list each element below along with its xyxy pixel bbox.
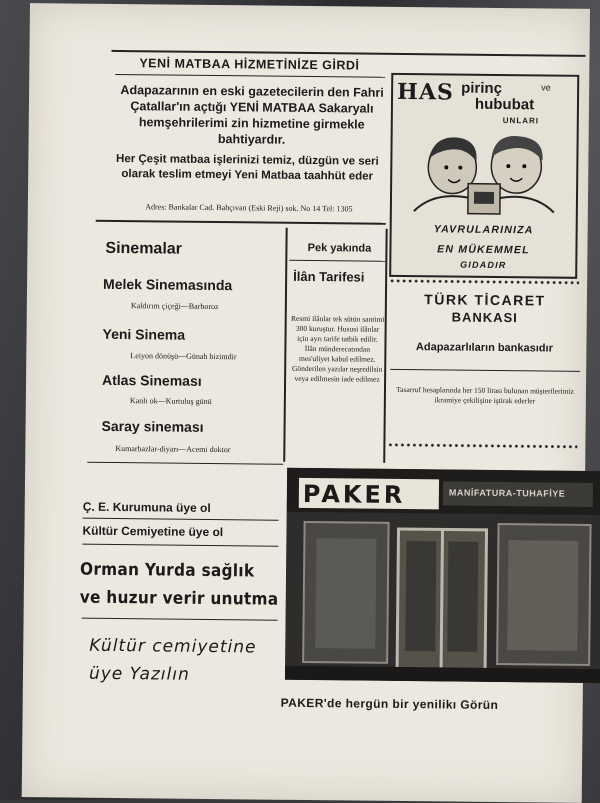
ilan-text: Resmi ilânlar tek sütün santimi 300 kuruştur. Hususi ilânlar için ayrı tarife tatbik edilir. İlân münderecatından mes'uliyet kabul edilmez. Gönderilen yazılar neşredilsin veya edilmesin iade edilmez xyxy=(291,313,385,384)
cinema-name-4: Saray sineması xyxy=(101,417,204,435)
paker-caption: PAKER'de hergün bir yenilikı Görün xyxy=(280,695,499,713)
pek-yakinda: Pek yakında xyxy=(307,241,372,255)
has-pirinc: pirinç xyxy=(461,79,503,98)
cinema-films-4: Kumarbazlar-diyarı—Acemi doktor xyxy=(115,443,231,455)
dotted-rule-2 xyxy=(387,443,577,449)
matbaa-title-rule xyxy=(115,74,385,78)
has-ve: ve xyxy=(541,82,551,93)
ttb-title: TÜRK TİCARET xyxy=(424,291,546,309)
has-slogan-line2: EN MÜKEMMEL xyxy=(437,243,530,257)
sinemalar-title: Sinemalar xyxy=(105,239,183,258)
ce-rule-1 xyxy=(83,518,279,521)
has-slogan-line3: GIDADIR xyxy=(460,259,507,271)
matbaa-title: YENİ MATBAA HİZMETİNİZE GİRDİ xyxy=(139,56,360,73)
matbaa-body2: Her Çeşit matbaa işlerinizi temiz, düzgün ve seri olarak teslim etmeyi Yeni Matbaa taahhüt eder xyxy=(115,152,379,183)
has-ad-box xyxy=(389,73,579,279)
has-hububat: hububat xyxy=(474,95,535,114)
dotted-rule-1 xyxy=(389,279,579,285)
paker-sign-sub: MANİFATURA-TUHAFİYE xyxy=(448,487,566,499)
cinema-name-2: Yeni Sinema xyxy=(102,325,186,343)
ttb-text: Tasarruf hesaplarında her 150 lirası bulunan müşterilerimiz ikramiye çekilişine iştirak ederler xyxy=(396,384,574,406)
newspaper-page xyxy=(22,3,590,803)
paker-storefront-photo xyxy=(285,468,600,683)
ttb-title2: BANKASI xyxy=(451,309,518,326)
top-section-rule xyxy=(96,220,386,225)
ce-rule-2 xyxy=(82,544,278,547)
left-bottom-rule xyxy=(87,462,283,465)
cinema-name-1: Melek Sinemasında xyxy=(102,275,233,294)
children-illustration xyxy=(394,127,575,221)
column-separator-left xyxy=(283,228,287,462)
cinema-films-3: Kanlı ok—Kurtuluş günü xyxy=(129,396,212,406)
cinema-films-2: Leiyon dönüşü—Günah bizimdir xyxy=(130,351,237,362)
ttb-rule xyxy=(390,369,580,372)
cinema-name-3: Atlas Sineması xyxy=(101,371,202,389)
has-slogan-line1: YAVRULARINIZA xyxy=(433,223,534,237)
paker-sign: PAKER xyxy=(302,479,406,510)
has-unlari: UNLARI xyxy=(502,116,540,126)
kultur-line2: üye Yazılın xyxy=(88,663,190,685)
ilan-title: İlân Tarifesi xyxy=(293,268,365,285)
has-logo: HAS xyxy=(396,78,454,106)
mid-rule xyxy=(289,260,385,262)
ce-line1: Ç. E. Kurumuna üye ol xyxy=(82,499,211,515)
matbaa-address: Adres: Bankalar Cad. Bahçıvan (Eski Reji) sok. No 14 Tel: 1305 xyxy=(145,202,353,214)
kultur-line1: Kültür cemiyetine xyxy=(89,635,257,658)
ce-line2: Kültür Cemiyetine üye ol xyxy=(82,523,224,540)
cinema-films-1: Kaldırım çiçeği—Barboroz xyxy=(130,301,219,312)
ttb-slogan: Adapazarlıların bankasıdır xyxy=(415,341,553,355)
orman-line1: Orman Yurda sağlık xyxy=(79,559,255,582)
orman-rule xyxy=(82,618,278,621)
matbaa-body: Adapazarının en eski gazetecilerin den Fahri Çatallar'ın açtığı YENİ MATBAA Sakaryalı hemşehrilerimi zin hizmetine girmekle bahtiyardır. xyxy=(120,83,384,147)
orman-line2: ve huzur verir unutma xyxy=(79,587,279,610)
